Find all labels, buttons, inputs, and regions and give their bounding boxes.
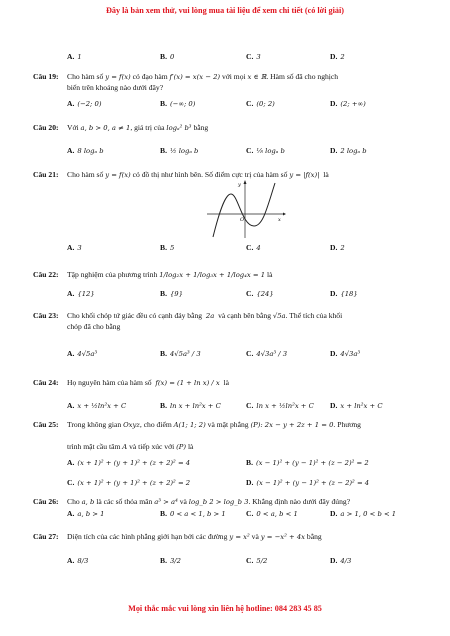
- option-b: B. (−∞; 0): [160, 99, 196, 108]
- option-d: D. 4/3: [330, 556, 352, 565]
- x-axis-label: x: [278, 217, 281, 223]
- question-label: Câu 27:: [33, 532, 59, 541]
- question-label: Câu 23:: [33, 311, 59, 320]
- function-graph: [205, 178, 287, 240]
- option-b: B. 5: [160, 243, 175, 252]
- curve: [213, 183, 275, 237]
- option-b: B. {9}: [160, 289, 183, 298]
- question-text-line2: biến trên khoảng nào dưới đây?: [67, 83, 164, 92]
- question-label: Câu 22:: [33, 270, 59, 279]
- option-a: A. (x + 1)² + (y + 1)² + (z + 2)² = 4: [67, 458, 191, 467]
- question-label: Câu 19:: [33, 72, 59, 81]
- question-text: Cho hàm số y = f(x) có đạo hàm f′(x) = x(x − 2) với mọi x ∈ ℝ. Hàm số đã cho nghịch: [67, 72, 339, 81]
- header-banner: Đây là bản xem thử, vui lòng mua tài liệu để xem chi tiết (có lời giải): [105, 6, 344, 15]
- option-c: C. ln x + ½ln²x + C: [246, 401, 314, 410]
- option-c: C. 5/2: [246, 556, 268, 565]
- option-b: B. ln x + ln²x + C: [160, 401, 221, 410]
- option-b: B. 3/2: [160, 556, 181, 565]
- option-c: C. ⅛ logₐ b: [246, 146, 285, 155]
- option-c: C. {24}: [246, 289, 274, 298]
- question-text: Tập nghiệm của phương trình 1/log₂x + 1/log₃x + 1/log₄x = 1 là: [67, 270, 273, 279]
- option-d: D. (2; +∞): [330, 99, 366, 108]
- question-text: Với a, b > 0, a ≠ 1, giá trị của logₐ² b³ bằng: [67, 123, 209, 132]
- option-c: C. 4: [246, 243, 261, 252]
- option-a: A. 1: [67, 52, 82, 61]
- question-label: Câu 26:: [33, 497, 59, 506]
- option-d: D. 4√3a³: [330, 349, 361, 358]
- option-a: A. x + ½ln²x + C: [67, 401, 127, 410]
- option-d: D. {18}: [330, 289, 358, 298]
- option-b: B. 0 < a < 1, b > 1: [160, 509, 226, 518]
- option-c: C. 3: [246, 52, 261, 61]
- option-d: D. x + ln²x + C: [330, 401, 383, 410]
- question-label: Câu 25:: [33, 420, 59, 429]
- option-c: C. 4√3a³ / 3: [246, 349, 288, 358]
- option-b: B. (x − 1)² + (y − 1)² + (z − 2)² = 2: [246, 458, 369, 467]
- question-text: Cho hàm số y = f(x) có đồ thị như hình bên. Số điểm cực trị của hàm số y = |f(x)| là: [67, 170, 329, 179]
- option-c: C. (0; 2): [246, 99, 275, 108]
- option-c: C. (x + 1)² + (y + 1)² + (z + 2)² = 2: [67, 478, 191, 487]
- option-d: D. 2 logₐ b: [330, 146, 367, 155]
- option-a: A. a, b > 1: [67, 509, 105, 518]
- question-label: Câu 24:: [33, 378, 59, 387]
- question-text: Cho khối chóp tứ giác đều có cạnh đáy bằng 2a và cạnh bên bằng √5a. Thể tích của khối: [67, 311, 343, 320]
- footer-banner: Mọi thắc mắc vui lòng xin liên hệ hotline: 084 283 45 85: [128, 604, 322, 613]
- option-a: A. (−2; 0): [67, 99, 102, 108]
- question-text-line2: trình mặt cầu tâm A và tiếp xúc với (P) là: [67, 442, 194, 451]
- option-a: A. 3: [67, 243, 82, 252]
- origin-label: O: [240, 217, 245, 223]
- option-d: D. a > 1, 0 < b < 1: [330, 509, 397, 518]
- question-text: Họ nguyên hàm của hàm số f(x) = (1 + ln x) / x là: [67, 378, 229, 387]
- option-d: D. 2: [330, 243, 345, 252]
- option-b: B. ½ logₐ b: [160, 146, 199, 155]
- question-text: Cho a, b là các số thỏa mãn a³ > a⁴ và log_b 2 > log_b 3. Khẳng định nào dưới đây đúng?: [67, 497, 351, 506]
- question-text-line2: chóp đã cho bằng: [67, 322, 121, 331]
- question-text: Trong không gian Oxyz, cho điểm A(1; 1; 2) và mặt phẳng (P): 2x − y + 2z + 1 = 0. Phương: [67, 420, 361, 429]
- y-axis-label: y: [238, 182, 241, 188]
- option-b: B. 0: [160, 52, 175, 61]
- option-a: A. 8/3: [67, 556, 89, 565]
- question-label: Câu 21:: [33, 170, 59, 179]
- option-a: A. 8 logₐ b: [67, 146, 104, 155]
- y-axis-arrow: [244, 180, 247, 184]
- question-text: Diện tích của các hình phẳng giới hạn bởi các đường y = x² và y = −x² + 4x bằng: [67, 532, 322, 541]
- question-label: Câu 20:: [33, 123, 59, 132]
- x-axis-arrow: [283, 213, 286, 216]
- option-c: C. 0 < a, b < 1: [246, 509, 298, 518]
- option-b: B. 4√5a³ / 3: [160, 349, 201, 358]
- option-a: A. 4√5a³: [67, 349, 98, 358]
- option-a: A. {12}: [67, 289, 95, 298]
- option-d: D. (x − 1)² + (y − 1)² + (z − 2)² = 4: [246, 478, 370, 487]
- option-d: D. 2: [330, 52, 345, 61]
